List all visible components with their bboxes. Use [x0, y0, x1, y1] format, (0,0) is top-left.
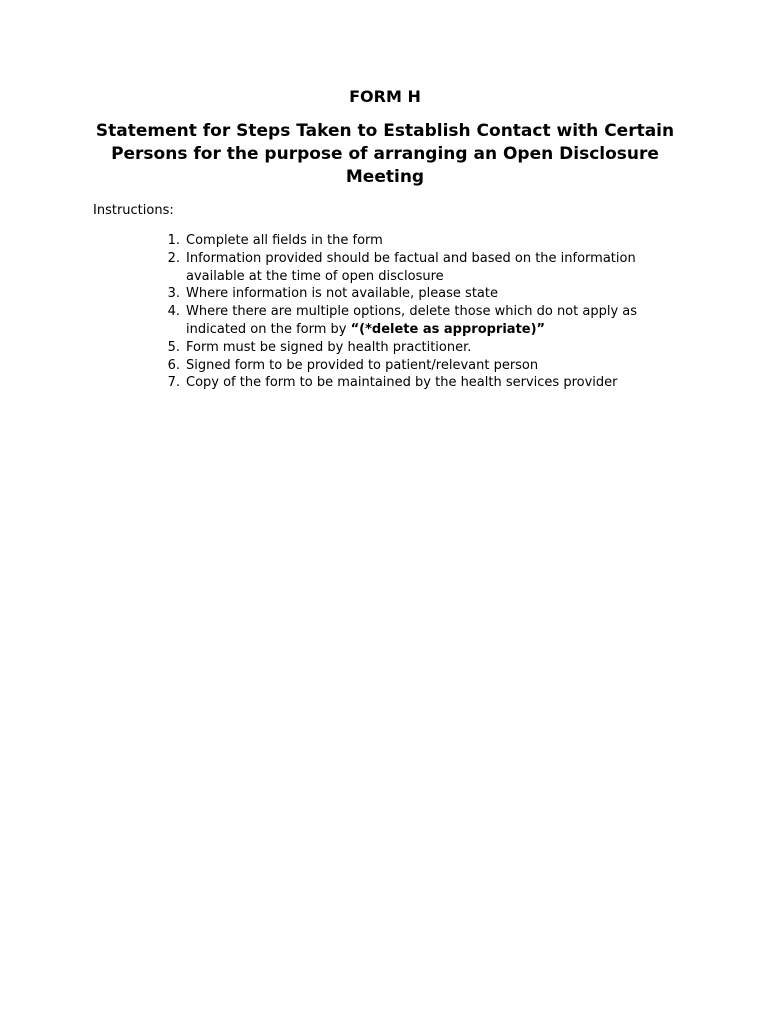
instruction-number: 4. — [167, 304, 180, 320]
instruction-item — [167, 285, 676, 303]
instruction-item — [167, 339, 676, 357]
instruction-number: 5. — [167, 339, 180, 355]
instruction-text: Information provided should be factual and based on the information available at the time of open disclosure — [186, 250, 636, 284]
instruction-emphasis: “(*delete as appropriate)” — [350, 321, 546, 337]
instructions-list — [167, 232, 676, 392]
form-title: Statement for Steps Taken to Establish Contact with Certain Persons for the purpose of arranging an Open Disclosure Meeting — [95, 121, 675, 187]
instruction-number: 3. — [167, 286, 180, 302]
form-label: FORM H — [349, 87, 421, 106]
instruction-text: Where there are multiple options, delete those which do not apply as indicated on the form by — [186, 304, 638, 337]
instruction-item — [167, 374, 676, 392]
instruction-item — [167, 303, 676, 339]
instruction-item — [167, 357, 676, 375]
instruction-number: 2. — [167, 250, 180, 266]
instruction-item — [167, 232, 676, 250]
instruction-number: 7. — [167, 375, 180, 391]
instruction-text: Signed form to be provided to patient/relevant person — [186, 357, 539, 373]
instruction-text: Complete all fields in the form — [186, 233, 383, 248]
instruction-item — [167, 250, 676, 286]
instructions-heading: Instructions: — [93, 203, 174, 218]
instruction-text: Form must be signed by health practitioner. — [186, 339, 472, 355]
instruction-number: 6. — [167, 357, 180, 373]
instruction-text: Copy of the form to be maintained by the health services provider — [186, 375, 618, 391]
instruction-text: Where information is not available, please state — [186, 286, 498, 302]
instruction-number: 1. — [167, 233, 180, 248]
